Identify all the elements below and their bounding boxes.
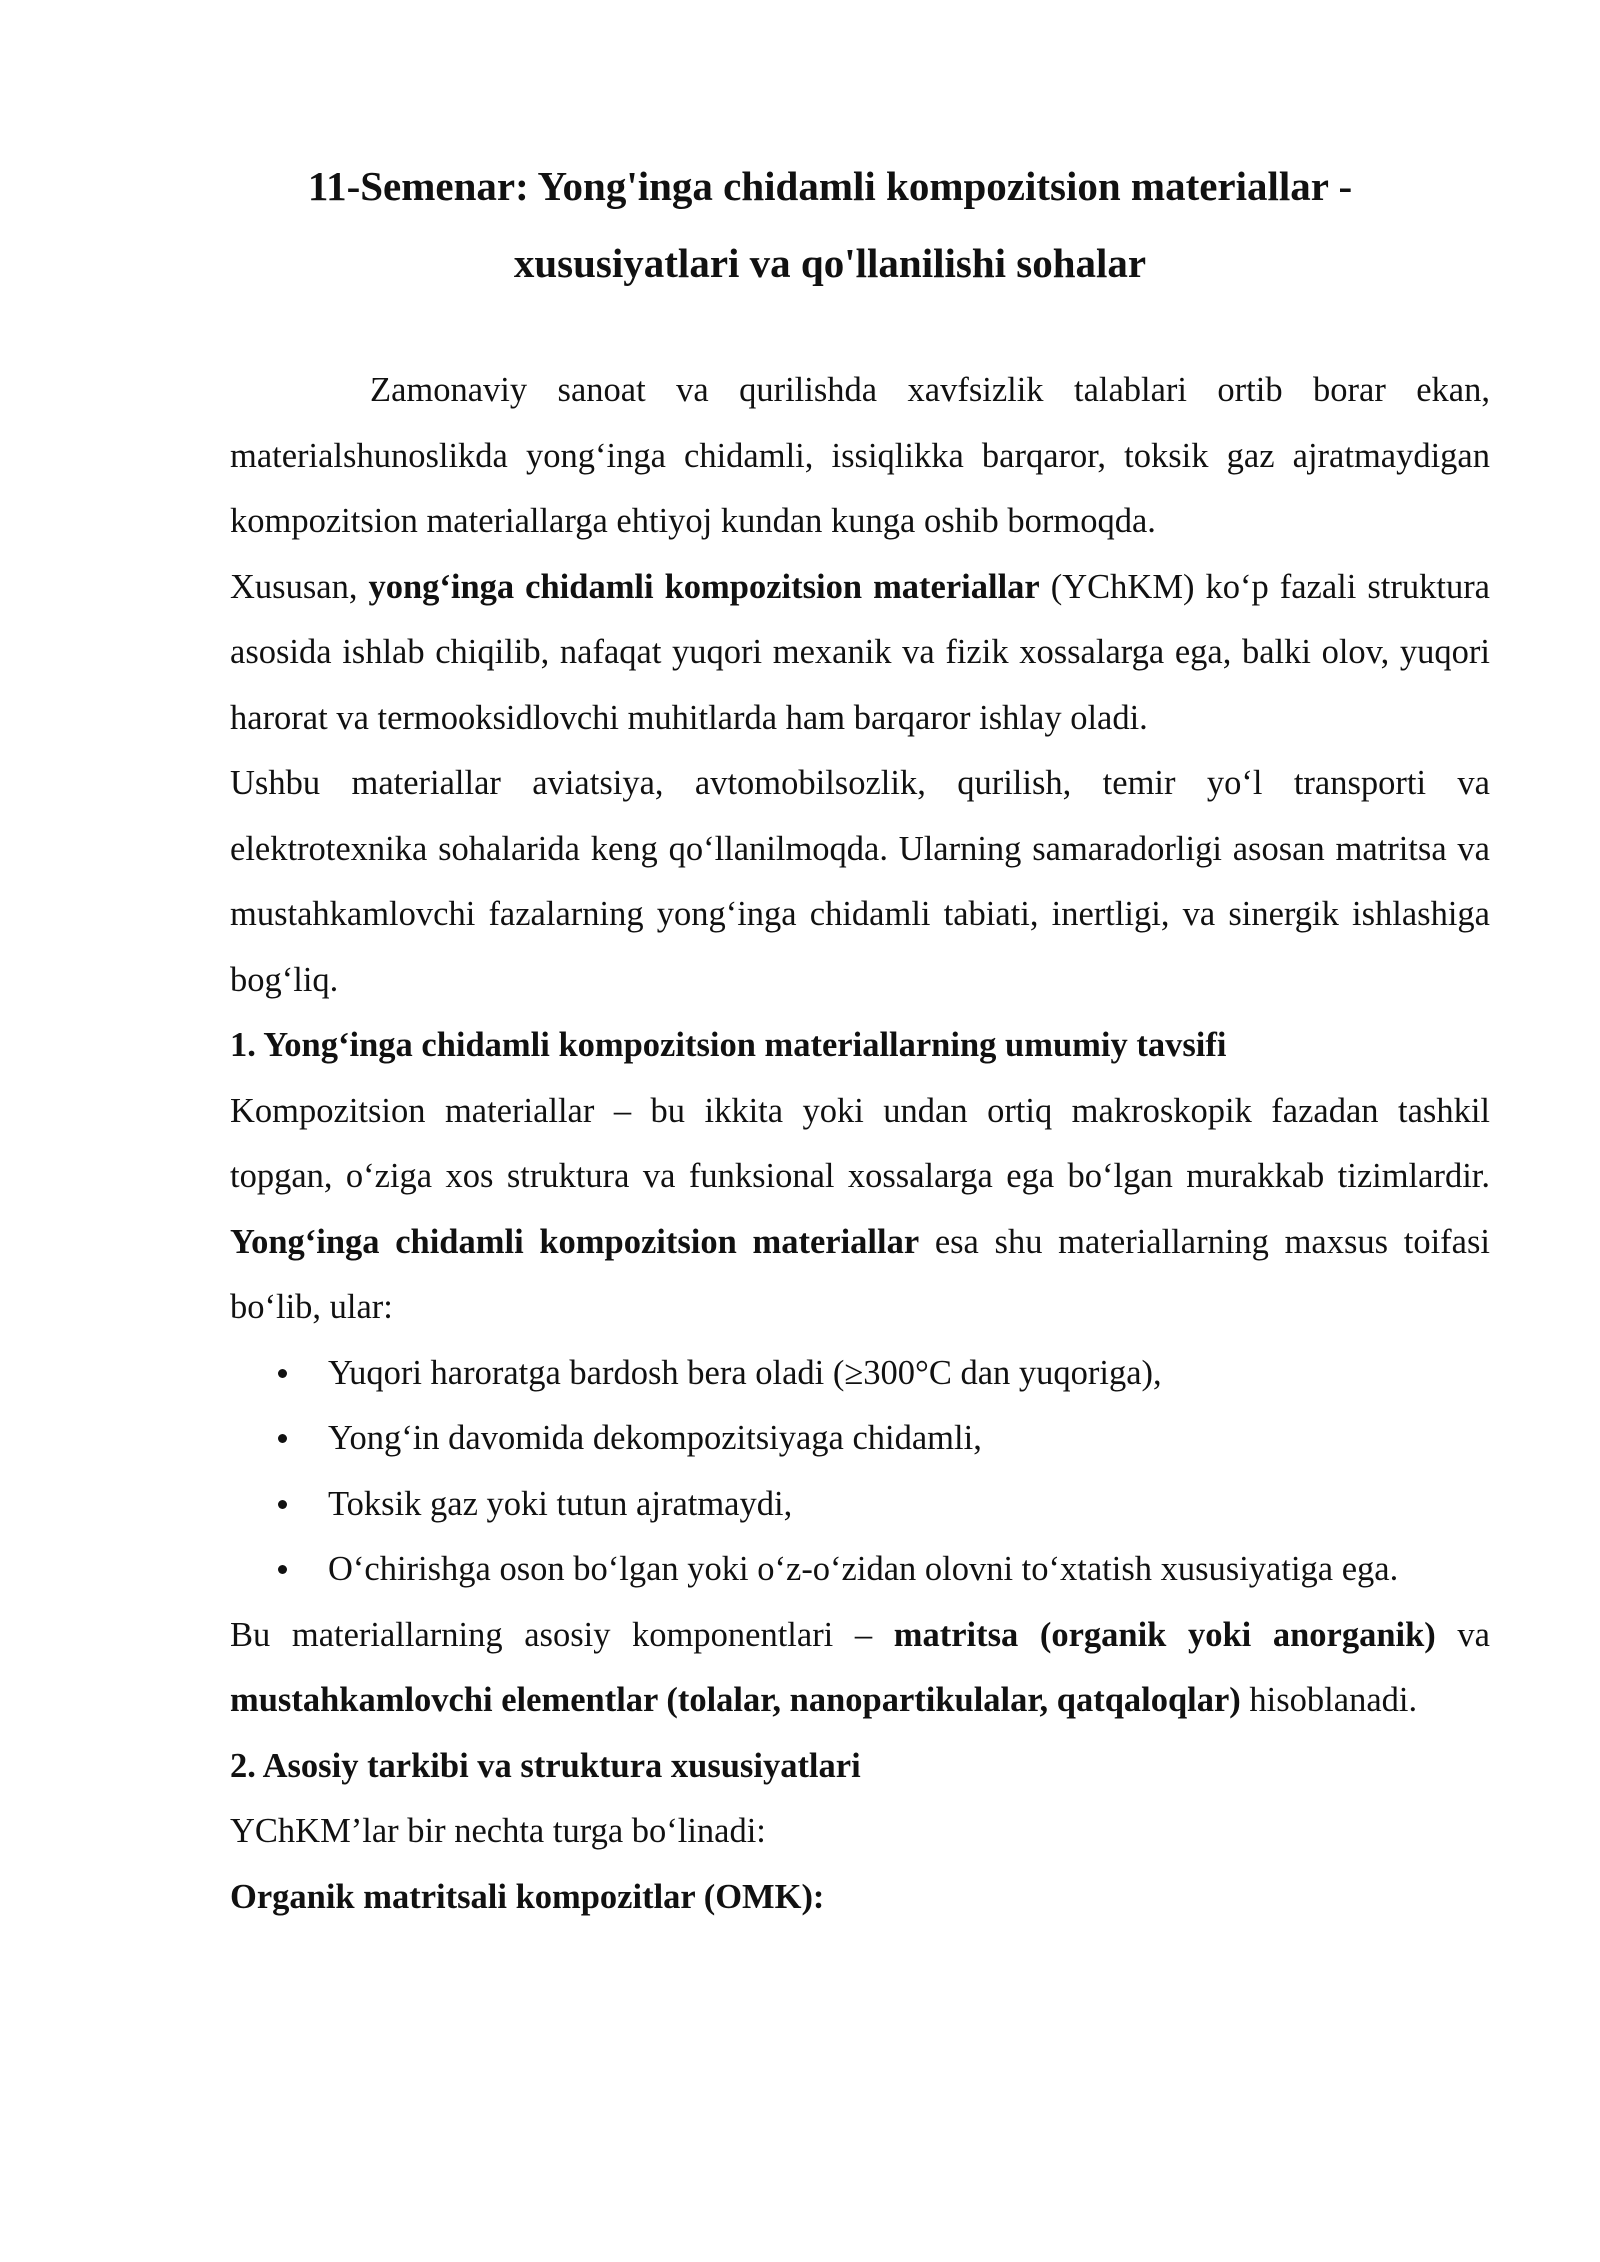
section-1-p2-text-mid: va — [1435, 1615, 1490, 1654]
bullet-dot-icon — [278, 1434, 287, 1443]
bullet-item-text: O‘chirishga oson bo‘lgan yoki o‘z-o‘zidan olovni to‘xtatish xususiyatiga ega. — [328, 1550, 1399, 1588]
section-1-heading: 1. Yong‘inga chidamli kompozitsion materiallarning umumiy tavsifi — [230, 1026, 1227, 1064]
section-1-p1-bold-term: Yong‘inga chidamli kompozitsion materiallar — [230, 1222, 920, 1261]
bullet-dot-icon — [278, 1565, 287, 1574]
section-1-paragraph-2 — [230, 1603, 1490, 1734]
section-1-p1-text-start: Kompozitsion materiallar – bu ikkita yoki undan ortiq makroskopik fazadan tashkil topgan, o‘ziga xos struktura va funksional xossalarga ega bo‘lgan murakkab tizimlardir. — [230, 1091, 1490, 1195]
intro-paragraph-3: Ushbu materiallar aviatsiya, avtomobilsozlik, qurilish, temir yo‘l transporti va elektrotexnika sohalarida keng qo‘llanilmoqda. Ularning samaradorligi asosan matritsa va mustahkamlovchi fazalarning yong‘inga chidamli tabiati, inertligi, va sinergik ishlashiga bog‘liq. — [230, 764, 1490, 999]
intro-paragraph-2 — [230, 555, 1490, 752]
intro-p2-text-end: (YChKM) ko‘p fazali struktura asosida ishlab chiqilib, nafaqat yuqori mexanik va fizik xossalarga ega, balki olov, yuqori harorat va termooksidlovchi muhitlarda ham barqaror ishlay oladi. — [230, 567, 1490, 737]
bullet-dot-icon — [278, 1500, 287, 1509]
bullet-item-text: Yuqori haroratga bardosh bera oladi (≥300°C dan yuqoriga), — [328, 1353, 1162, 1392]
section-2-paragraph-1: YChKM’lar bir nechta turga bo‘linadi: — [230, 1812, 766, 1850]
bullet-item-text: Toksik gaz yoki tutun ajratmaydi, — [328, 1484, 793, 1523]
section-2-subheading: Organik matritsali kompozitlar (OMK): — [230, 1877, 825, 1916]
section-1-p2-bold-matrix: matritsa (organik yoki anorganik) — [893, 1615, 1436, 1654]
section-1-p2-text-end: hisoblanadi. — [1240, 1681, 1418, 1719]
bullet-item — [230, 1537, 1490, 1603]
bullet-item — [230, 1472, 1490, 1538]
bullet-dot-icon — [278, 1369, 287, 1378]
page-title — [230, 148, 1430, 302]
section-1-p2-bold-reinforcement: mustahkamlovchi elementlar (tolalar, nanopartikulalar, qatqaloqlar) — [230, 1681, 1241, 1719]
title-line-1: 11-Semenar: Yong'inga chidamli kompozitsion materiallar - — [307, 163, 1353, 209]
bullet-item-text: Yong‘in davomida dekompozitsiyaga chidamli, — [328, 1419, 982, 1457]
section-1-paragraph-1 — [230, 1079, 1490, 1341]
section-1-p2-text-start: Bu materiallarning asosiy komponentlari – — [230, 1615, 894, 1654]
title-line-2: xususiyatlari va qo'llanilishi sohalar — [513, 240, 1147, 286]
section-1-p1-text-end: esa shu materiallarning maxsus toifasi bo‘lib, ular: — [230, 1222, 1490, 1326]
document-body — [230, 358, 1490, 1930]
intro-p2-text-start: Xususan, — [230, 567, 369, 606]
bullet-item — [230, 1406, 1490, 1472]
bullet-item — [230, 1341, 1490, 1407]
properties-bullet-list — [230, 1341, 1490, 1603]
intro-paragraph-1: Zamonaviy sanoat va qurilishda xavfsizlik talablari ortib borar ekan, materialshunoslikda yong‘inga chidamli, issiqlikka barqaror, toksik gaz ajratmaydigan kompozitsion materiallarga ehtiyoj kundan kunga oshib bormoqda. — [230, 371, 1490, 540]
section-2-heading: 2. Asosiy tarkibi va struktura xususiyatlari — [230, 1746, 861, 1785]
intro-p2-bold-term: yong‘inga chidamli kompozitsion materiallar — [368, 567, 1040, 606]
